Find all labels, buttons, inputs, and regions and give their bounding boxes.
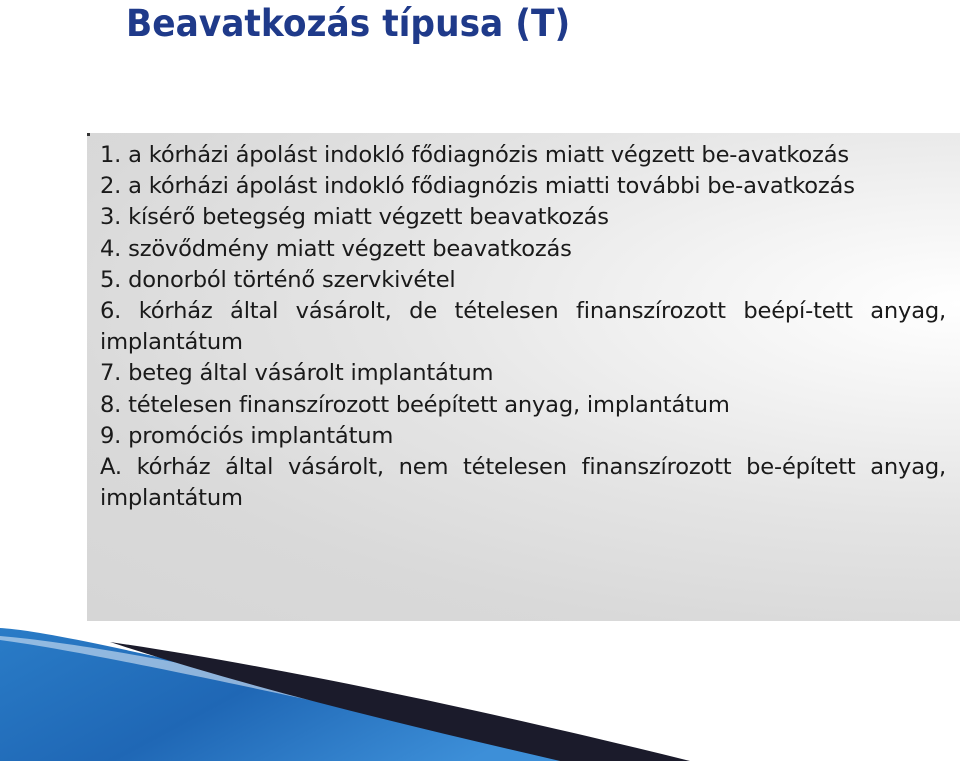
list-item: 3. kísérő betegség miatt végzett beavatkozás [100, 204, 609, 231]
swoosh-dark-band [110, 642, 690, 761]
list-item: A. kórház által vásárolt, nem tételesen finanszírozott be-épített anyag, implantátum [100, 454, 946, 512]
list-item: 7. beteg által vásárolt implantátum [100, 360, 494, 387]
list-item: 4. szövődmény miatt végzett beavatkozás [100, 235, 572, 262]
list-item: 8. tételesen finanszírozott beépített anyag, implantátum [100, 391, 730, 418]
swoosh-white-stripe [0, 636, 610, 761]
list-item: 6. kórház által vásárolt, de tételesen finanszírozott beépí-tett anyag, implantátum [100, 298, 946, 356]
swoosh-blue-band [0, 628, 620, 761]
list-item: 9. promóciós implantátum [100, 422, 394, 449]
list-item: 5. donorból történő szervkivétel [100, 266, 456, 293]
box-corner-marker [87, 133, 90, 136]
intervention-type-list [100, 140, 946, 514]
list-item: 1. a kórházi ápolást indokló fődiagnózis miatt végzett be-avatkozás [100, 142, 849, 168]
slide-title: Beavatkozás típusa (T) [126, 2, 571, 45]
list-item: 2. a kórházi ápolást indokló fődiagnózis miatti további be-avatkozás [100, 173, 855, 200]
